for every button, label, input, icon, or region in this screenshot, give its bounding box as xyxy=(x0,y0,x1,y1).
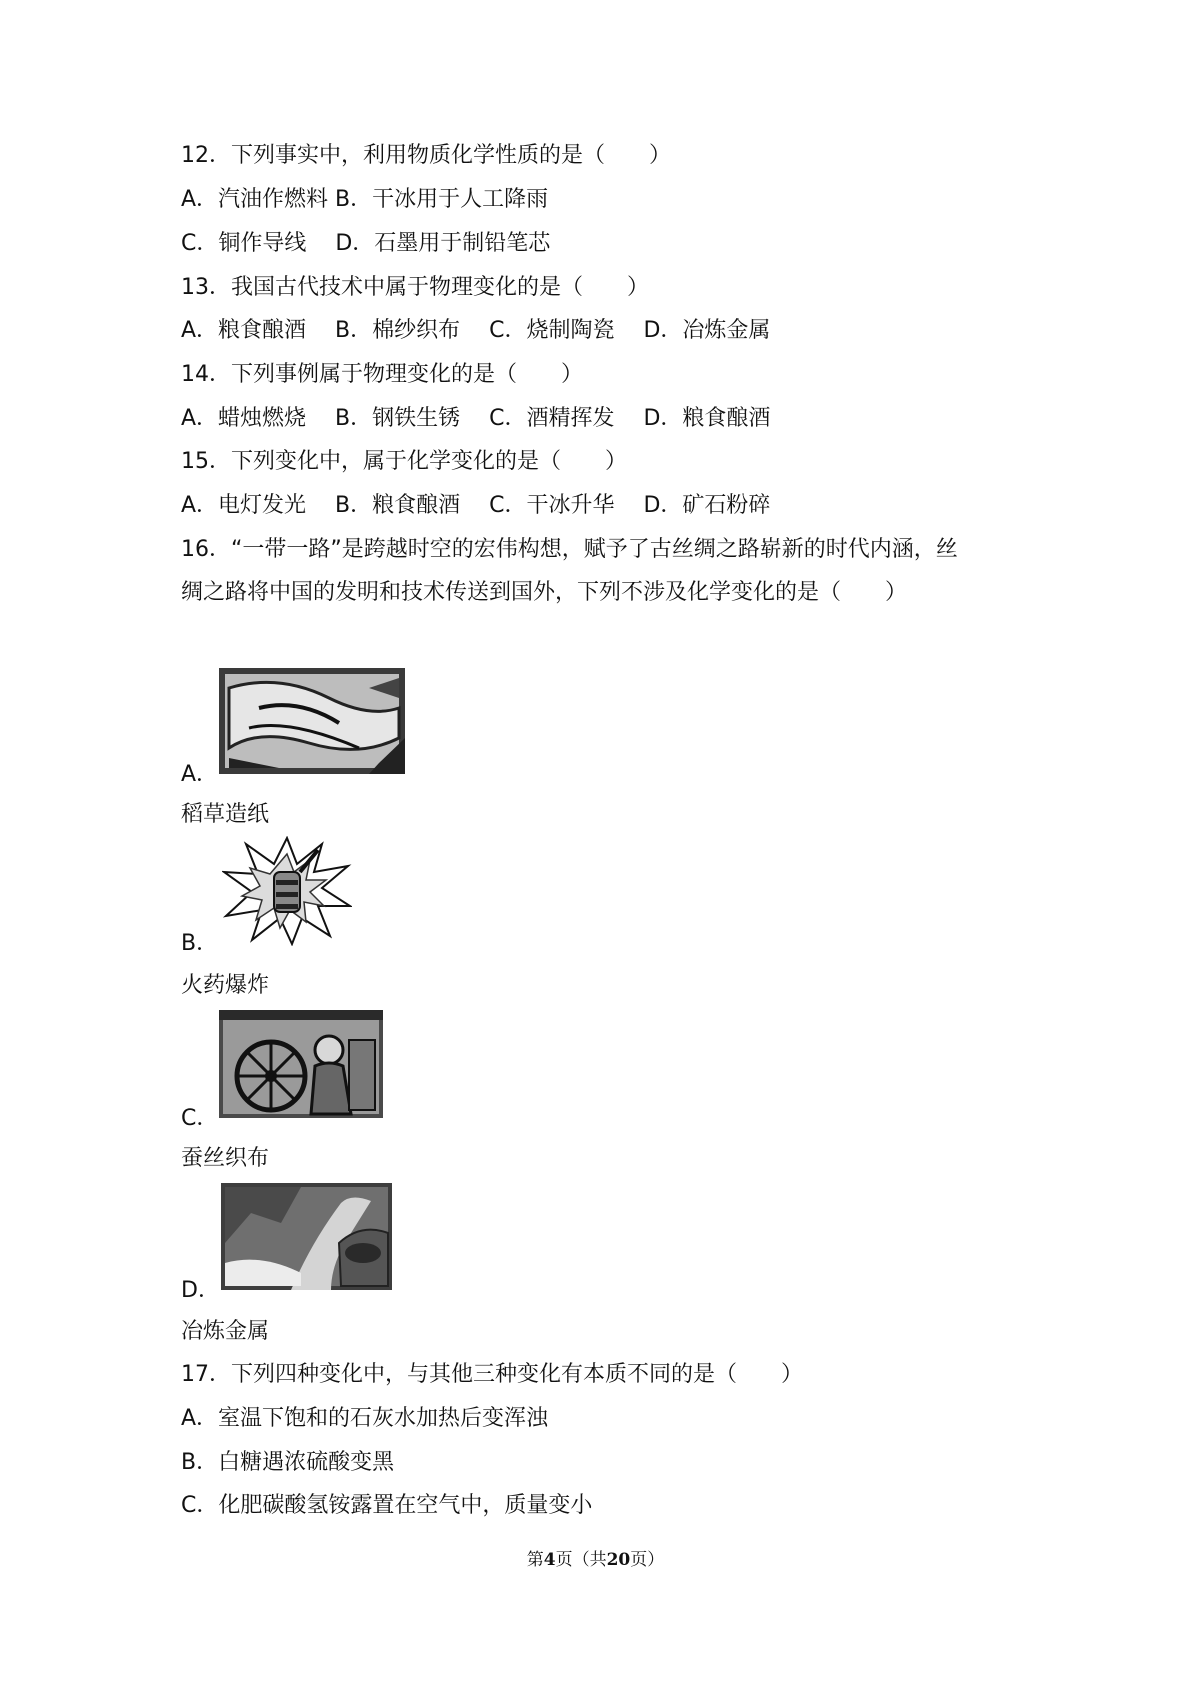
page-footer xyxy=(0,1545,1191,1570)
option-d-caption: 冶炼金属 xyxy=(181,1319,270,1344)
option-a-letter: A． xyxy=(181,762,219,787)
footer-prefix: 第 xyxy=(526,1550,544,1570)
option-b-letter: B． xyxy=(181,931,219,956)
q12-stem: 12．下列事实中，利用物质化学性质的是（ ） xyxy=(181,143,671,168)
metal-smelting-image xyxy=(221,1183,392,1290)
footer-page-number: 4 xyxy=(543,1550,556,1570)
q12-options-row1: A．汽油作燃料 B．干冰用于人工降雨 xyxy=(181,187,549,212)
footer-middle: 页（共 xyxy=(555,1550,607,1570)
q16-stem-line2: 绸之路将中国的发明和技术传送到国外，下列不涉及化学变化的是（ ） xyxy=(181,580,908,605)
q16-stem-line1: 16．“一带一路”是跨越时空的宏伟构想，赋予了古丝绸之路崭新的时代内涵，丝 xyxy=(181,537,958,562)
q17-option-a: A．室温下饱和的石灰水加热后变浑浊 xyxy=(181,1406,549,1431)
q15-stem: 15．下列变化中，属于化学变化的是（ ） xyxy=(181,449,627,474)
option-d-letter: D． xyxy=(181,1278,220,1303)
q14-stem: 14．下列事例属于物理变化的是（ ） xyxy=(181,362,583,387)
option-b-caption: 火药爆炸 xyxy=(181,973,270,998)
silk-weaving-image xyxy=(219,1010,383,1118)
q12-options-row2: C．铜作导线 D．石墨用于制铅笔芯 xyxy=(181,231,551,256)
q14-options: A．蜡烛燃烧 B．钢铁生锈 C．酒精挥发 D．粮食酿酒 xyxy=(181,406,771,431)
footer-suffix: 页） xyxy=(630,1550,665,1570)
q13-stem: 13．我国古代技术中属于物理变化的是（ ） xyxy=(181,275,649,300)
option-c-caption: 蚕丝织布 xyxy=(181,1146,270,1171)
footer-total-pages: 20 xyxy=(606,1550,631,1570)
option-a-caption: 稻草造纸 xyxy=(181,802,270,827)
q13-options: A．粮食酿酒 B．棉纱织布 C．烧制陶瓷 D．冶炼金属 xyxy=(181,318,771,343)
q17-stem: 17．下列四种变化中，与其他三种变化有本质不同的是（ ） xyxy=(181,1362,803,1387)
gunpowder-explosion-image xyxy=(222,836,352,946)
q15-options: A．电灯发光 B．粮食酿酒 C．干冰升华 D．矿石粉碎 xyxy=(181,493,771,518)
q17-option-c: C．化肥碳酸氢铵露置在空气中，质量变小 xyxy=(181,1493,593,1518)
q17-option-b: B．白糖遇浓硫酸变黑 xyxy=(181,1450,395,1475)
option-c-letter: C． xyxy=(181,1106,219,1131)
papermaking-image xyxy=(219,668,405,774)
